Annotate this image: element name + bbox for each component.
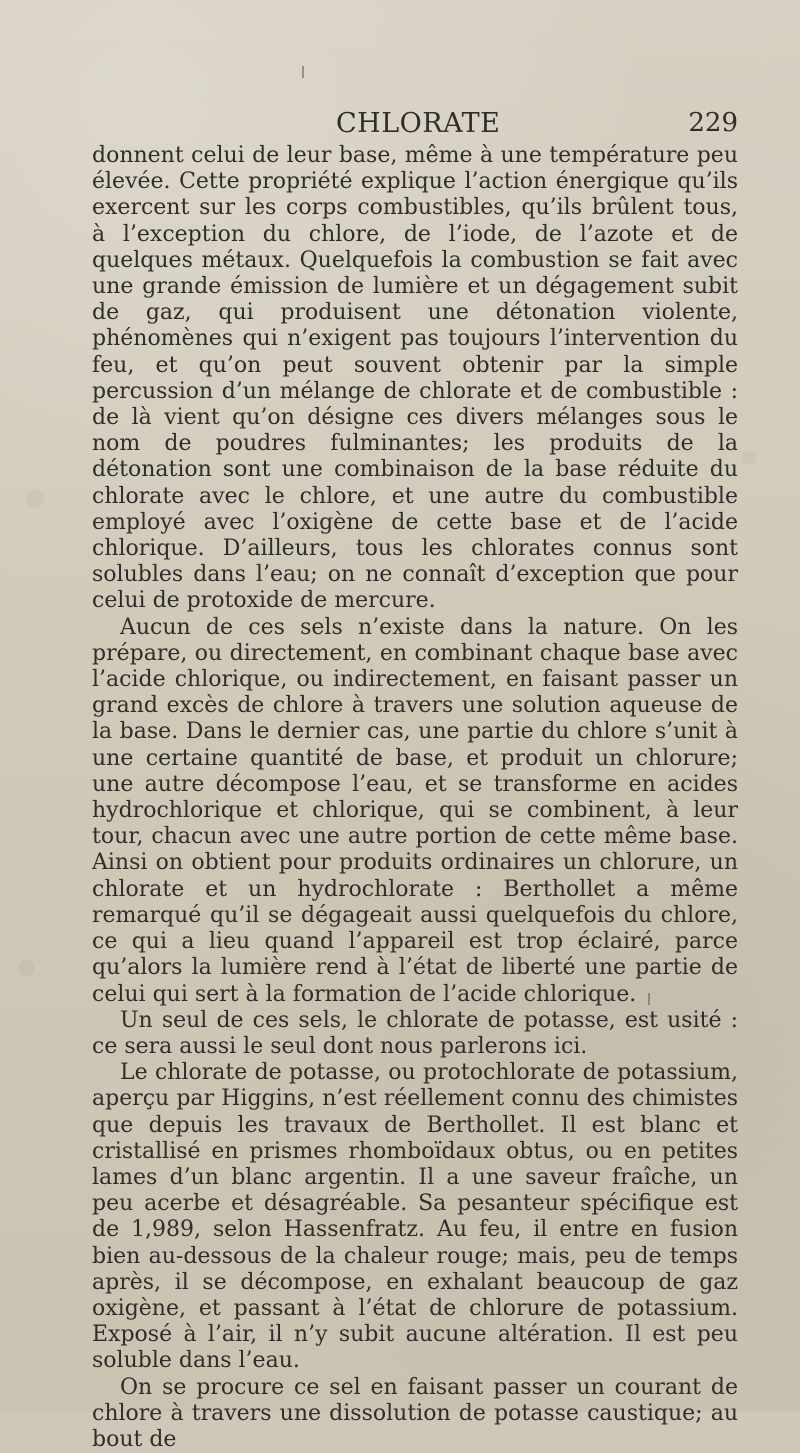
body-text xyxy=(92,143,738,1453)
paragraph-4: Le chlorate de potasse, ou protochlorate de potassium, aperçu par Higgins, n’est réellement connu des chimistes que depuis les travaux de Berthollet. Il est blanc et cristallisé en prismes rhomboïdaux obtus, ou en petites lames d’un blanc argentin. Il a une saveur fraîche, un peu acerbe et désagréable. Sa pesanteur spécifique est de 1,989, selon Hassenfratz. Au feu, il entre en fusion bien au-dessous de la chaleur rouge; mais, peu de temps après, il se décompose, en exhalant beaucoup de gaz oxigène, et passant à l’état de chlorure de potassium. Exposé à l’air, il n’y subit aucune altération. Il est peu soluble dans l’eau. xyxy=(92,1060,738,1374)
paper-smudge xyxy=(26,490,44,508)
paragraph-1: donnent celui de leur base, même à une température peu élevée. Cette propriété explique l’action énergique qu’ils exercent sur les corps combustibles, qu’ils brûlent tous, à l’exception du chlore, de l’iode, de l’azote et de quelques métaux. Quelquefois la combustion se fait avec une grande émission de lumière et un dégagement subit de gaz, qui produisent une détonation violente, phénomènes qui n’exigent pas toujours l’intervention du feu, et qu’on peut souvent obtenir par la simple percussion d’un mélange de chlorate et de combustible : de là vient qu’on désigne ces divers mélanges sous le nom de poudres fulminantes; les produits de la détonation sont une combinaison de la base réduite du chlorate avec le chlore, et une autre du combustible employé avec l’oxigène de cette base et de l’acide chlorique. D’ailleurs, tous les chlorates connus sont solubles dans l’eau; on ne connaît d’exception que pour celui de protoxide de mercure. xyxy=(92,143,738,614)
paragraph-5: On se procure ce sel en faisant passer un courant de chlore à travers une dissolution de potasse caustique; au bout de xyxy=(92,1374,738,1452)
page-number: 229 xyxy=(688,108,738,138)
running-title: CHLORATE xyxy=(336,108,501,139)
paragraph-3: Un seul de ces sels, le chlorate de potasse, est usité : ce sera aussi le seul dont nous parlerons ici. xyxy=(92,1007,738,1059)
page-mark xyxy=(302,66,304,78)
paper-smudge xyxy=(742,451,756,465)
page-header xyxy=(92,108,738,144)
paragraph-2: Aucun de ces sels n’existe dans la nature. On les prépare, ou directement, en combinant chaque base avec l’acide chlorique, ou indirectement, en faisant passer un grand excès de chlore à travers une solution aqueuse de la base. Dans le dernier cas, une partie du chlore s’unit à une certaine quantité de base, et produit un chlorure; une autre décompose l’eau, et se transforme en acides hydrochlorique et chlorique, qui se combinent, à leur tour, chacun avec une autre portion de cette même base. Ainsi on obtient pour produits ordinaires un chlorure, un chlorate et un hydrochlorate : Berthollet a même remarqué qu’il se dégageait aussi quelquefois du chlore, ce qui a lieu quand l’appareil est trop éclairé, parce qu’alors la lumière rend à l’état de liberté une partie de celui qui sert à la formation de l’acide chlorique. xyxy=(92,614,738,1007)
paper-smudge xyxy=(18,960,34,976)
